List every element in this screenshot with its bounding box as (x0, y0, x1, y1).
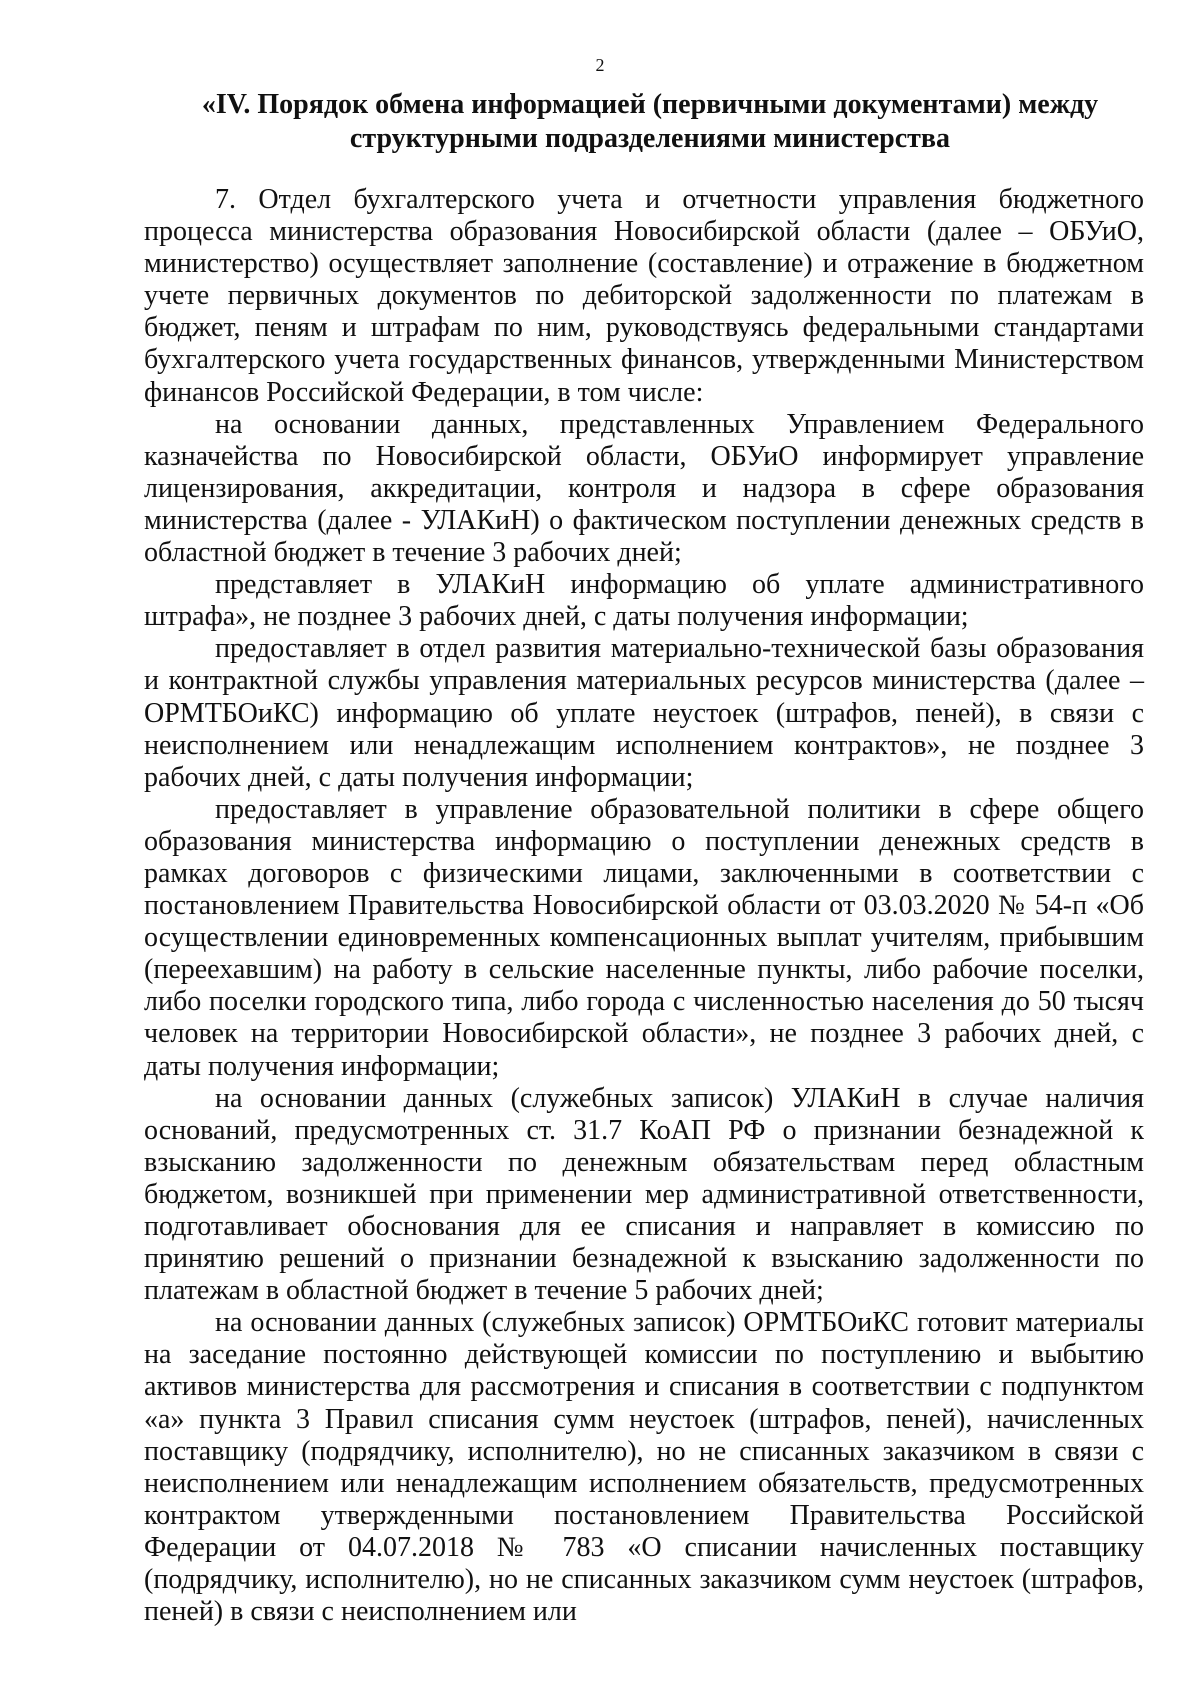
paragraph-ormtboiks-penalties: предоставляет в отдел развития материально-технической базы образования и контрактной службы управления материальных ресурсов министерства (далее – ОРМТБОиКС) информацию об уплате неустоек (штрафов, пеней), в связи с неисполнением или ненадлежащим исполнением контрактов», не позднее 3 рабочих дней, с даты получения информации; (144, 633, 1144, 793)
section-heading-line-2: структурными подразделениями министерства (349, 123, 951, 154)
paragraph-ulakin-fine: представляет в УЛАКиН информацию об уплате административного штрафа», не позднее 3 рабочих дней, с даты получения информации; (144, 569, 1144, 633)
section-heading (150, 88, 1150, 156)
paragraph-education-policy: предоставляет в управление образовательной политики в сфере общего образования министерства информацию о поступлении денежных средств в рамках договоров с физическими лицами, заключенными в соответствии с постановлением Правительства Новосибирской области от 03.03.2020 № 54-п «Об осуществлении единовременных компенсационных выплат учителям, прибывшим (переехавшим) на работу в сельские населенные пункты, либо рабочие поселки, либо поселки городского типа, либо города с численностью населения до 50 тысяч человек на территории Новосибирской области», не позднее 3 рабочих дней, с даты получения информации; (144, 793, 1144, 1082)
page-number: 2 (595, 55, 605, 75)
paragraph-ulakin-write-off: на основании данных (служебных записок) УЛАКиН в случае наличия оснований, предусмотренных ст. 31.7 КоАП РФ о признании безнадежной к взысканию задолженности по денежным обязательствам перед областным бюджетом, возникшей при применении мер административной ответственности, подготавливает обоснования для ее списания и направляет в комиссию по принятию решений о признании безнадежной к взысканию задолженности по платежам в областной бюджет в течение 5 рабочих дней; (144, 1082, 1144, 1307)
body-text (144, 184, 1144, 1628)
paragraph-ofk-data: на основании данных, представленных Управлением Федерального казначейства по Новосибирской области, ОБУиО информирует управление лицензирования, аккредитации, контроля и надзора в сфере образования министерства (далее - УЛАКиН) о фактическом поступлении денежных средств в областной бюджет в течение 3 рабочих дней; (144, 408, 1144, 569)
paragraph-ormtboiks-commission: на основании данных (служебных записок) ОРМТБОиКС готовит материалы на заседание постоянно действующей комиссии по поступлению и выбытию активов министерства для рассмотрения и списания в соответствии с подпунктом «а» пункта 3 Правил списания сумм неустоек (штрафов, пеней), начисленных поставщику (подрядчику, исполнителю), но не списанных заказчиком в связи с неисполнением или ненадлежащим исполнением обязательств, предусмотренных контрактом утвержденными постановлением Правительства Российской Федерации от 04.07.2018 № 783 «О списании начисленных поставщику (подрядчику, исполнителю), но не списанных заказчиком сумм неустоек (штрафов, пеней) в связи с неисполнением или (144, 1307, 1144, 1628)
section-heading-line-1: «IV. Порядок обмена информацией (первичными документами) между (201, 89, 1099, 120)
paragraph-item-7: 7. Отдел бухгалтерского учета и отчетности управления бюджетного процесса министерства образования Новосибирской области (далее – ОБУиО, министерство) осуществляет заполнение (составление) и отражение в бюджетном учете первичных документов по дебиторской задолженности по платежам в бюджет, пеням и штрафам по ним, руководствуясь федеральными стандартами бухгалтерского учета государственных финансов, утвержденными Министерством финансов Российской Федерации, в том числе: (144, 184, 1144, 408)
